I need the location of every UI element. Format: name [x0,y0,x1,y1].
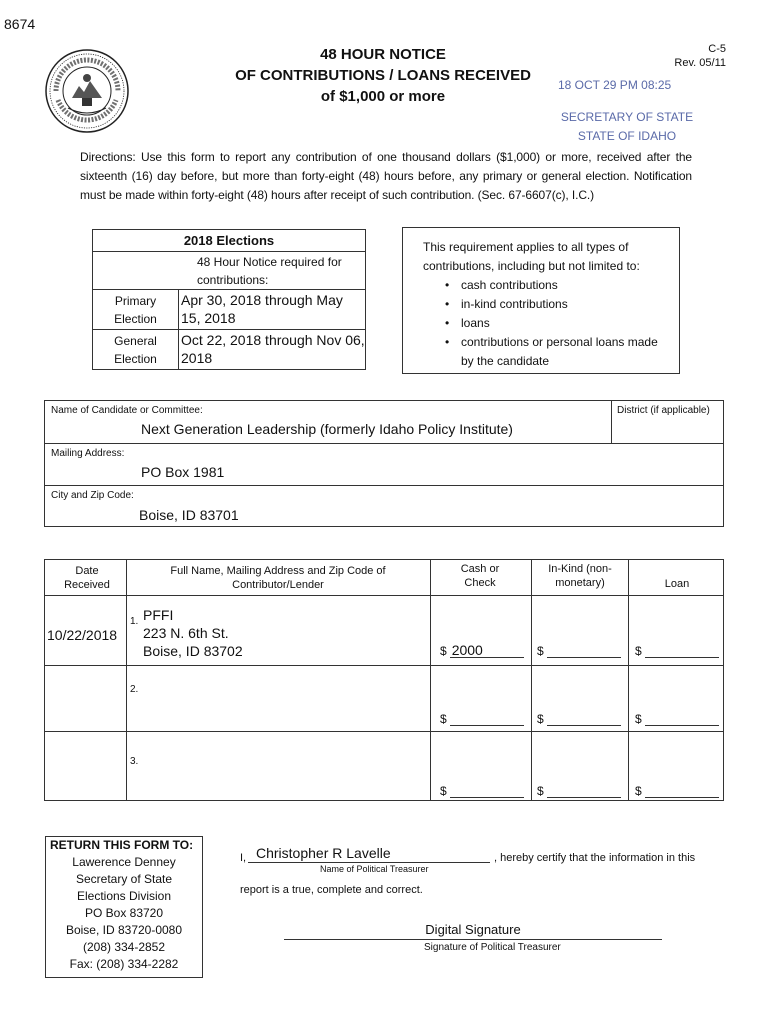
return-heading: RETURN THIS FORM TO: [50,838,194,852]
row-2-loan-value[interactable] [645,710,719,726]
dollar-sign: $ [440,784,447,798]
return-line: Lawerence Denney [72,855,176,869]
district-divider [611,401,612,443]
row-2-inkind-value[interactable] [547,710,621,726]
document-id: 8674 [4,16,36,32]
header-inkind: In-Kind (non-monetary) [548,563,612,589]
election-dates-note: 48 Hour Notice required for contributions: [93,252,365,290]
row-1-cash-value[interactable]: 2000 [450,642,524,658]
address-row-divider [45,485,723,486]
treasurer-name-field[interactable]: Christopher R Lavelle [248,845,490,863]
certification-suffix: , hereby certify that the information in this [494,852,696,864]
contribution-types-list [423,276,673,371]
mailing-address-label: Mailing Address: [51,448,125,459]
signature-field[interactable]: Digital Signature [284,922,662,940]
row-1-contributor-street[interactable]: 223 N. 6th St. [143,625,229,641]
stamp-office-line-1: SECRETARY OF STATE [560,110,694,124]
row-1-inkind[interactable] [537,642,621,658]
contribution-type-item: • in-kind contributions [445,295,673,314]
dollar-sign: $ [635,712,642,726]
candidate-name-label: Name of Candidate or Committee: [51,405,203,416]
city-zip-label: City and Zip Code: [51,490,134,501]
row-1-loan[interactable] [635,642,719,658]
row-divider [45,665,723,666]
dollar-sign: $ [440,644,447,658]
stamp-office-line-2: STATE OF IDAHO [577,129,677,143]
row-2-cash-value[interactable] [450,710,524,726]
row-1-date[interactable]: 10/22/2018 [47,627,118,643]
contribution-types-intro: This requirement applies to all types of contributions, including but not limited to: [423,240,640,273]
primary-election-range: Apr 30, 2018 through May 15, 2018 [181,292,343,326]
row-3-cash-value[interactable] [450,782,524,798]
row-3-cash[interactable] [440,782,524,798]
received-stamp-office [554,108,700,146]
dollar-sign: $ [635,644,642,658]
return-line: Secretary of State [75,872,173,886]
dollar-sign: $ [537,644,544,658]
row-1-loan-value[interactable] [645,642,719,658]
title-line-1: 48 HOUR NOTICE [320,46,446,63]
dollar-sign: $ [537,712,544,726]
header-contributor: Full Name, Mailing Address and Zip Code of Contributor/Lender [170,565,386,591]
certification-statement: report is a true, complete and correct. [240,884,423,896]
dollar-sign: $ [635,784,642,798]
title-line-2: OF CONTRIBUTIONS / LOANS RECEIVED [235,67,531,84]
idaho-state-seal-icon [44,48,130,134]
district-label: District (if applicable) [617,405,710,416]
row-2-number: 2. [130,684,139,695]
header-loan: Loan [664,578,690,590]
header-divider [45,595,723,596]
form-code [640,42,726,70]
candidate-name-field[interactable]: Next Generation Leadership (formerly Idaho Policy Institute) [141,421,513,437]
contribution-type-item: • contributions or personal loans made by the candidate [445,333,673,371]
form-title [200,44,566,107]
general-election-row [93,330,365,370]
return-line: Boise, ID 83720-0080 [65,923,183,937]
title-line-3: of $1,000 or more [320,88,446,105]
contribution-type-item: • loans [445,314,673,333]
col-divider [531,560,532,800]
row-divider [45,731,723,732]
general-election-label: General Election [93,330,179,370]
return-line: Elections Division [76,889,172,903]
row-1-contributor-name[interactable]: PFFI [143,607,174,623]
election-dates-heading: 2018 Elections [93,230,365,252]
row-3-inkind-value[interactable] [547,782,621,798]
header-cash: Cash or Check [460,563,500,589]
col-divider [126,560,127,800]
contributions-table [44,559,724,801]
form-revision: Rev. 05/11 [674,57,726,69]
city-zip-field[interactable]: Boise, ID 83701 [139,507,239,523]
contribution-type-item: • cash contributions [445,276,673,295]
received-stamp-date: 18 OCT 29 PM 08:25 [558,78,672,92]
directions-text: Directions: Use this form to report any contribution of one thousand dollars ($1,000) or more, received after the sixteenth (16) day before, but more than forty-eight (48) hours before, any primary or general election. Notification must be made within forty-eight (48) hours after receipt of such contribution. (Sec. 67-6607(c), I.C.) [80,150,692,202]
primary-election-label: Primary Election [93,290,179,329]
form-number: C-5 [708,43,726,55]
signature-caption: Signature of Political Treasurer [424,942,561,953]
row-3-number: 3. [130,756,139,767]
col-divider [430,560,431,800]
header-date: Date Received [64,565,110,591]
primary-election-row [93,290,365,330]
certification-prefix: I, [240,852,247,864]
row-2-loan[interactable] [635,710,719,726]
contribution-types-box [402,227,680,374]
candidate-info-box [44,400,724,527]
row-2-cash[interactable] [440,710,524,726]
row-1-contributor-city[interactable]: Boise, ID 83702 [143,643,243,659]
row-3-loan-value[interactable] [645,782,719,798]
dollar-sign: $ [440,712,447,726]
col-divider [628,560,629,800]
dollar-sign: $ [537,784,544,798]
treasurer-name-caption: Name of Political Treasurer [320,864,429,874]
election-dates-box [92,229,366,370]
row-1-cash[interactable] [440,642,524,658]
mailing-address-field[interactable]: PO Box 1981 [141,464,225,480]
general-election-range: Oct 22, 2018 through Nov 06, 2018 [181,332,365,366]
row-1-number: 1. [130,616,139,627]
row-2-inkind[interactable] [537,710,621,726]
candidate-row-divider [45,443,723,444]
row-3-inkind[interactable] [537,782,621,798]
return-line: PO Box 83720 [84,906,164,920]
return-address-box [45,836,203,978]
return-line: (208) 334-2852 [82,940,166,954]
row-1-inkind-value[interactable] [547,642,621,658]
row-3-loan[interactable] [635,782,719,798]
return-line: Fax: (208) 334-2282 [69,957,179,971]
